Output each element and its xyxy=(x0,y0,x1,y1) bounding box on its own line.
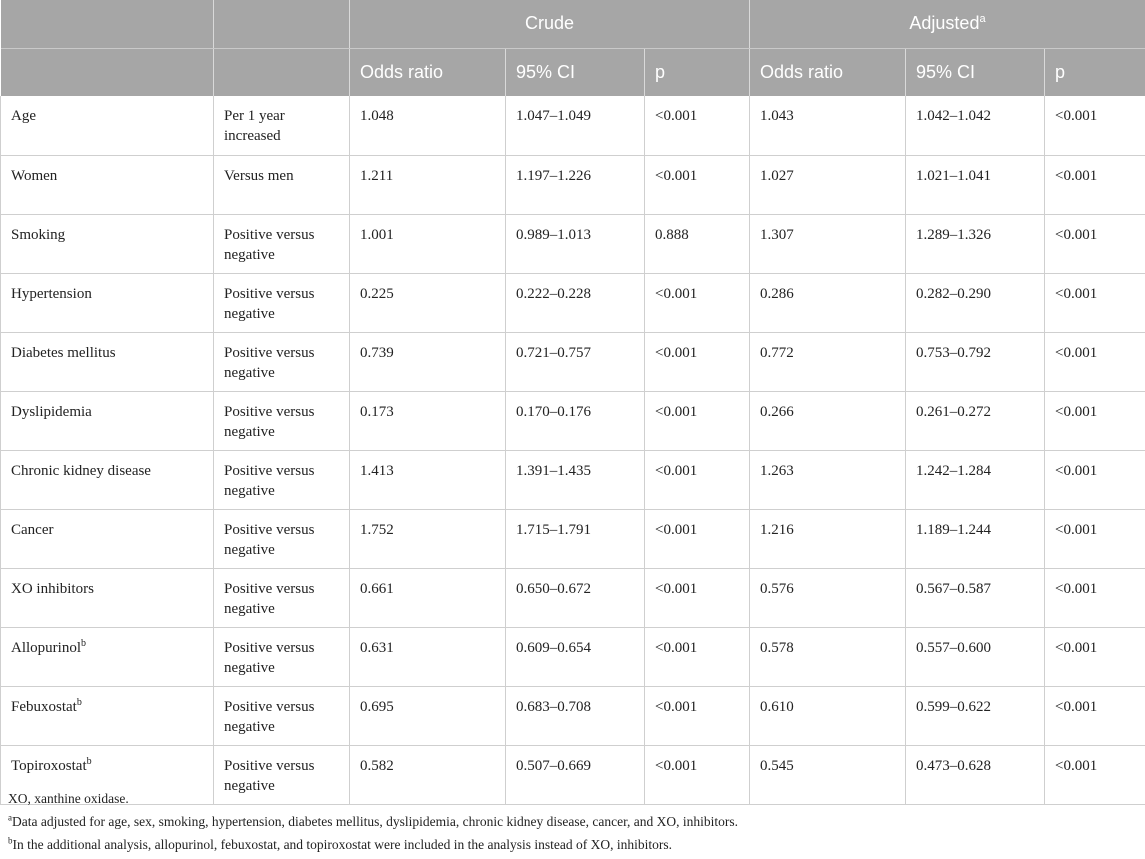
cell-variable xyxy=(1,155,214,214)
header-group-adjusted xyxy=(750,0,1145,48)
cell-crude-p: <0.001 xyxy=(645,627,750,686)
footnote-a xyxy=(8,813,1138,830)
cell-comparison: Positive versus negative xyxy=(214,450,350,509)
footnote-abbreviation: XO, xanthine oxidase. xyxy=(8,790,1138,807)
cell-adjusted-p: <0.001 xyxy=(1045,155,1145,214)
table-row xyxy=(1,450,1145,509)
header-group-adjusted-label: Adjusted xyxy=(909,13,979,33)
table-row xyxy=(1,332,1145,391)
cell-crude-ci: 1.047–1.049 xyxy=(506,96,645,155)
cell-variable-label: Chronic kidney disease xyxy=(11,463,151,479)
cell-crude-p: <0.001 xyxy=(645,155,750,214)
cell-variable xyxy=(1,391,214,450)
cell-adjusted-p: <0.001 xyxy=(1045,273,1145,332)
cell-crude-odds-ratio: 0.173 xyxy=(350,391,506,450)
cell-comparison: Versus men xyxy=(214,155,350,214)
table-row xyxy=(1,96,1145,155)
footnote-mark-b: b xyxy=(81,638,86,649)
cell-adjusted-odds-ratio: 1.263 xyxy=(750,450,906,509)
cell-adjusted-p: <0.001 xyxy=(1045,509,1145,568)
cell-variable xyxy=(1,627,214,686)
cell-variable xyxy=(1,509,214,568)
cell-adjusted-p: <0.001 xyxy=(1045,745,1145,804)
cell-comparison: Positive versus negative xyxy=(214,568,350,627)
cell-adjusted-odds-ratio: 1.216 xyxy=(750,509,906,568)
cell-crude-ci: 1.715–1.791 xyxy=(506,509,645,568)
cell-variable-label: Diabetes mellitus xyxy=(11,345,116,361)
cell-adjusted-odds-ratio: 0.772 xyxy=(750,332,906,391)
cell-crude-odds-ratio: 1.752 xyxy=(350,509,506,568)
header-crude-p: p xyxy=(645,48,750,96)
cell-crude-p: <0.001 xyxy=(645,509,750,568)
cell-adjusted-odds-ratio: 0.545 xyxy=(750,745,906,804)
cell-adjusted-p: <0.001 xyxy=(1045,568,1145,627)
cell-comparison: Positive versus negative xyxy=(214,745,350,804)
cell-variable-label: XO inhibitors xyxy=(11,581,94,597)
cell-variable-label: Topiroxostat xyxy=(11,758,87,774)
cell-variable-label: Women xyxy=(11,168,57,184)
cell-crude-odds-ratio: 1.048 xyxy=(350,96,506,155)
cell-variable xyxy=(1,273,214,332)
cell-crude-p: <0.001 xyxy=(645,332,750,391)
header-adjusted-p: p xyxy=(1045,48,1145,96)
cell-crude-odds-ratio: 0.661 xyxy=(350,568,506,627)
table-row xyxy=(1,686,1145,745)
cell-adjusted-odds-ratio: 1.307 xyxy=(750,214,906,273)
header-blank-comparison xyxy=(214,0,350,48)
cell-variable-label: Age xyxy=(11,108,36,124)
footnote-mark-b: b xyxy=(87,756,92,767)
cell-adjusted-odds-ratio: 0.578 xyxy=(750,627,906,686)
cell-adjusted-p: <0.001 xyxy=(1045,627,1145,686)
cell-comparison: Positive versus negative xyxy=(214,391,350,450)
cell-crude-ci: 0.222–0.228 xyxy=(506,273,645,332)
cell-crude-ci: 0.650–0.672 xyxy=(506,568,645,627)
cell-variable-label: Dyslipidemia xyxy=(11,404,92,420)
cell-adjusted-ci: 1.289–1.326 xyxy=(906,214,1045,273)
header-blank-variable xyxy=(1,0,214,48)
cell-variable-label: Hypertension xyxy=(11,286,92,302)
cell-crude-odds-ratio: 0.631 xyxy=(350,627,506,686)
header-group-crude-label: Crude xyxy=(525,13,574,33)
cell-crude-ci: 1.391–1.435 xyxy=(506,450,645,509)
cell-variable xyxy=(1,450,214,509)
cell-adjusted-p: <0.001 xyxy=(1045,686,1145,745)
cell-adjusted-odds-ratio: 0.576 xyxy=(750,568,906,627)
cell-crude-ci: 0.721–0.757 xyxy=(506,332,645,391)
cell-variable xyxy=(1,214,214,273)
cell-crude-ci: 0.507–0.669 xyxy=(506,745,645,804)
table-row xyxy=(1,568,1145,627)
cell-adjusted-ci: 0.557–0.600 xyxy=(906,627,1045,686)
cell-comparison: Per 1 year increased xyxy=(214,96,350,155)
table-footnotes xyxy=(8,790,1138,859)
table-row xyxy=(1,155,1145,214)
table-row xyxy=(1,627,1145,686)
cell-comparison: Positive versus negative xyxy=(214,627,350,686)
table-row xyxy=(1,273,1145,332)
cell-adjusted-p: <0.001 xyxy=(1045,214,1145,273)
header-adjusted-ci: 95% CI xyxy=(906,48,1045,96)
cell-adjusted-ci: 0.261–0.272 xyxy=(906,391,1045,450)
cell-adjusted-ci: 0.599–0.622 xyxy=(906,686,1045,745)
cell-crude-p: <0.001 xyxy=(645,686,750,745)
cell-comparison: Positive versus negative xyxy=(214,509,350,568)
header-crude-ci: 95% CI xyxy=(506,48,645,96)
cell-crude-ci: 0.683–0.708 xyxy=(506,686,645,745)
cell-variable xyxy=(1,686,214,745)
cell-variable xyxy=(1,96,214,155)
cell-crude-odds-ratio: 1.211 xyxy=(350,155,506,214)
cell-crude-p: <0.001 xyxy=(645,450,750,509)
cell-adjusted-ci: 0.567–0.587 xyxy=(906,568,1045,627)
footnote-a-mark: a xyxy=(8,813,12,823)
footnote-b-mark: b xyxy=(8,836,13,846)
cell-crude-ci: 0.170–0.176 xyxy=(506,391,645,450)
cell-crude-p: <0.001 xyxy=(645,391,750,450)
cell-crude-ci: 1.197–1.226 xyxy=(506,155,645,214)
header-sub-blank-variable xyxy=(1,48,214,96)
cell-variable-label: Cancer xyxy=(11,522,53,538)
cell-adjusted-ci: 1.021–1.041 xyxy=(906,155,1045,214)
cell-crude-p: 0.888 xyxy=(645,214,750,273)
header-crude-odds-ratio: Odds ratio xyxy=(350,48,506,96)
footnote-b xyxy=(8,836,1138,853)
cell-adjusted-p: <0.001 xyxy=(1045,391,1145,450)
cell-variable-label: Febuxostat xyxy=(11,699,77,715)
cell-crude-odds-ratio: 1.413 xyxy=(350,450,506,509)
cell-crude-p: <0.001 xyxy=(645,745,750,804)
cell-adjusted-ci: 0.753–0.792 xyxy=(906,332,1045,391)
cell-crude-odds-ratio: 1.001 xyxy=(350,214,506,273)
cell-adjusted-ci: 1.189–1.244 xyxy=(906,509,1045,568)
header-group-crude xyxy=(350,0,750,48)
table-row xyxy=(1,391,1145,450)
cell-variable-label: Smoking xyxy=(11,227,65,243)
table-body xyxy=(1,96,1145,804)
cell-adjusted-odds-ratio: 1.027 xyxy=(750,155,906,214)
cell-crude-ci: 0.609–0.654 xyxy=(506,627,645,686)
cell-adjusted-ci: 0.473–0.628 xyxy=(906,745,1045,804)
cell-crude-p: <0.001 xyxy=(645,568,750,627)
cell-crude-odds-ratio: 0.582 xyxy=(350,745,506,804)
footnote-mark-a: a xyxy=(979,13,985,25)
footnote-a-text: Data adjusted for age, sex, smoking, hypertension, diabetes mellitus, dyslipidemia, chronic kidney disease, cancer, and XO, inhibitors. xyxy=(12,814,738,829)
cell-crude-odds-ratio: 0.739 xyxy=(350,332,506,391)
cell-crude-ci: 0.989–1.013 xyxy=(506,214,645,273)
cell-adjusted-odds-ratio: 1.043 xyxy=(750,96,906,155)
cell-comparison: Positive versus negative xyxy=(214,273,350,332)
cell-adjusted-ci: 1.042–1.042 xyxy=(906,96,1045,155)
header-sub-blank-comparison xyxy=(214,48,350,96)
cell-adjusted-odds-ratio: 0.266 xyxy=(750,391,906,450)
cell-adjusted-odds-ratio: 0.610 xyxy=(750,686,906,745)
cell-adjusted-ci: 0.282–0.290 xyxy=(906,273,1045,332)
table-row xyxy=(1,509,1145,568)
cell-crude-odds-ratio: 0.225 xyxy=(350,273,506,332)
cell-adjusted-p: <0.001 xyxy=(1045,450,1145,509)
cell-comparison: Positive versus negative xyxy=(214,332,350,391)
cell-crude-odds-ratio: 0.695 xyxy=(350,686,506,745)
cell-comparison: Positive versus negative xyxy=(214,214,350,273)
table-row xyxy=(1,214,1145,273)
cell-adjusted-odds-ratio: 0.286 xyxy=(750,273,906,332)
cell-comparison: Positive versus negative xyxy=(214,686,350,745)
footnote-mark-b: b xyxy=(77,697,82,708)
cell-crude-p: <0.001 xyxy=(645,273,750,332)
cell-adjusted-p: <0.001 xyxy=(1045,332,1145,391)
cell-variable xyxy=(1,332,214,391)
cell-variable xyxy=(1,568,214,627)
header-adjusted-odds-ratio: Odds ratio xyxy=(750,48,906,96)
cell-adjusted-p: <0.001 xyxy=(1045,96,1145,155)
footnote-b-text: In the additional analysis, allopurinol, febuxostat, and topiroxostat were included in the analysis instead of XO, inhibitors. xyxy=(13,837,673,852)
cell-crude-p: <0.001 xyxy=(645,96,750,155)
cell-variable-label: Allopurinol xyxy=(11,640,81,656)
cell-adjusted-ci: 1.242–1.284 xyxy=(906,450,1045,509)
